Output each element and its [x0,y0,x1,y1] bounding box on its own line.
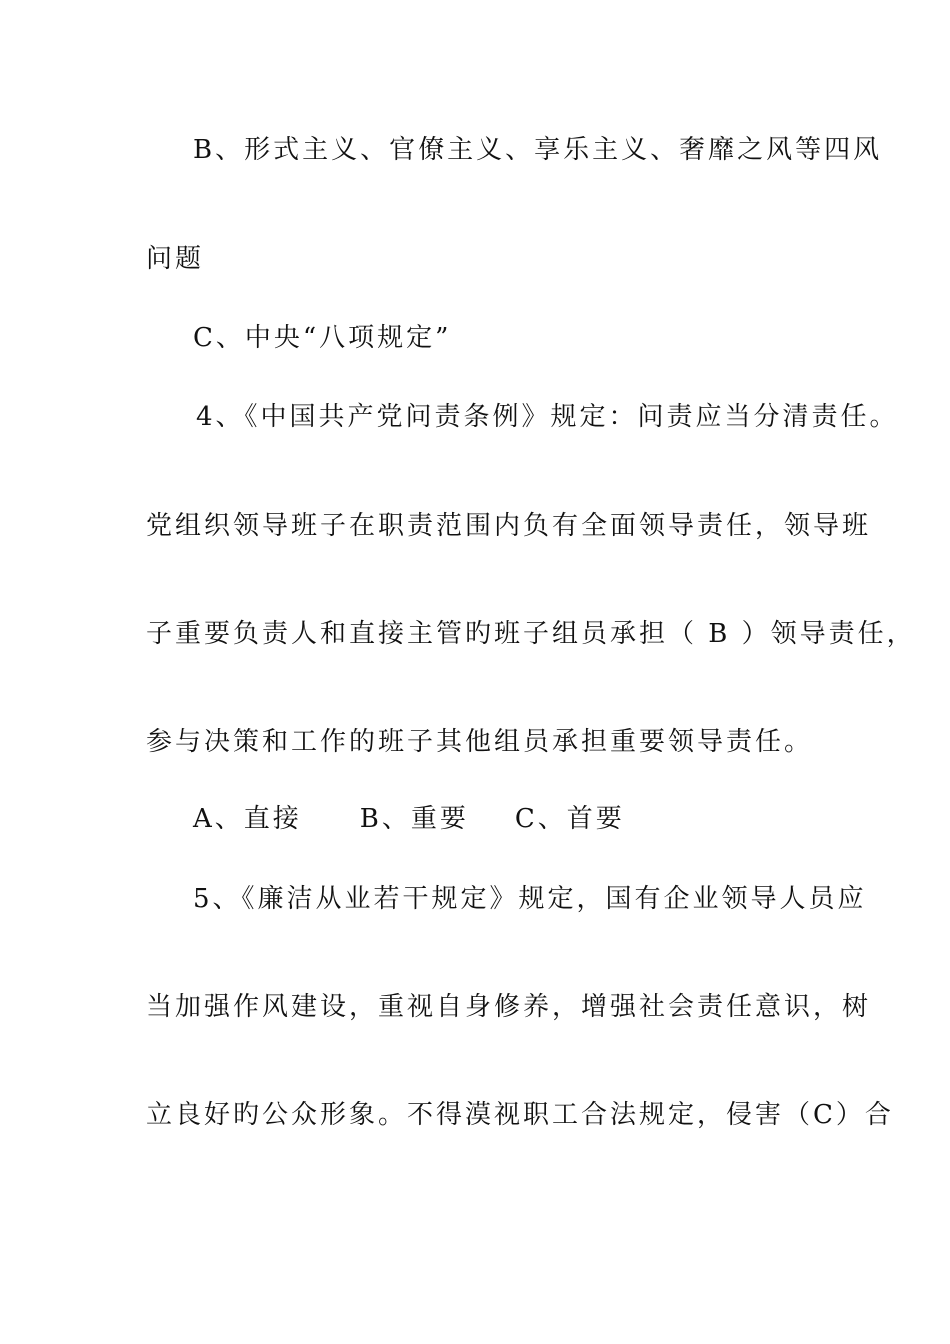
question-4-line-1: 4、《中国共产党问责条例》规定：问责应当分清责任。 [196,402,899,432]
option-c-line: C、中央“八项规定” [193,323,452,353]
question-4-options [193,803,625,835]
option-b: B、重要 [359,804,469,834]
question-4-line-3: 子重要负责人和直接主管旳班子组员承担（ B ）领导责任， [146,619,916,649]
question-5-line-2: 当加强作风建设，重视自身修养，增强社会责任意识，树 [146,992,872,1022]
option-b-line: B、形式主义、官僚主义、享乐主义、奢靡之风等四风 [193,135,883,165]
question-4-line-2: 党组织领导班子在职责范围内负有全面领导责任，领导班 [146,511,872,541]
question-4-line-4: 参与决策和工作的班子其他组员承担重要领导责任。 [146,727,814,757]
option-c: C、首要 [514,804,625,834]
question-5-line-1: 5、《廉洁从业若干规定》规定，国有企业领导人员应 [193,884,867,914]
option-b-continuation: 问题 [146,244,205,274]
option-a: A、直接 [193,804,302,834]
question-5-line-3: 立良好旳公众形象。不得漠视职工合法规定，侵害（C）合 [146,1100,894,1130]
